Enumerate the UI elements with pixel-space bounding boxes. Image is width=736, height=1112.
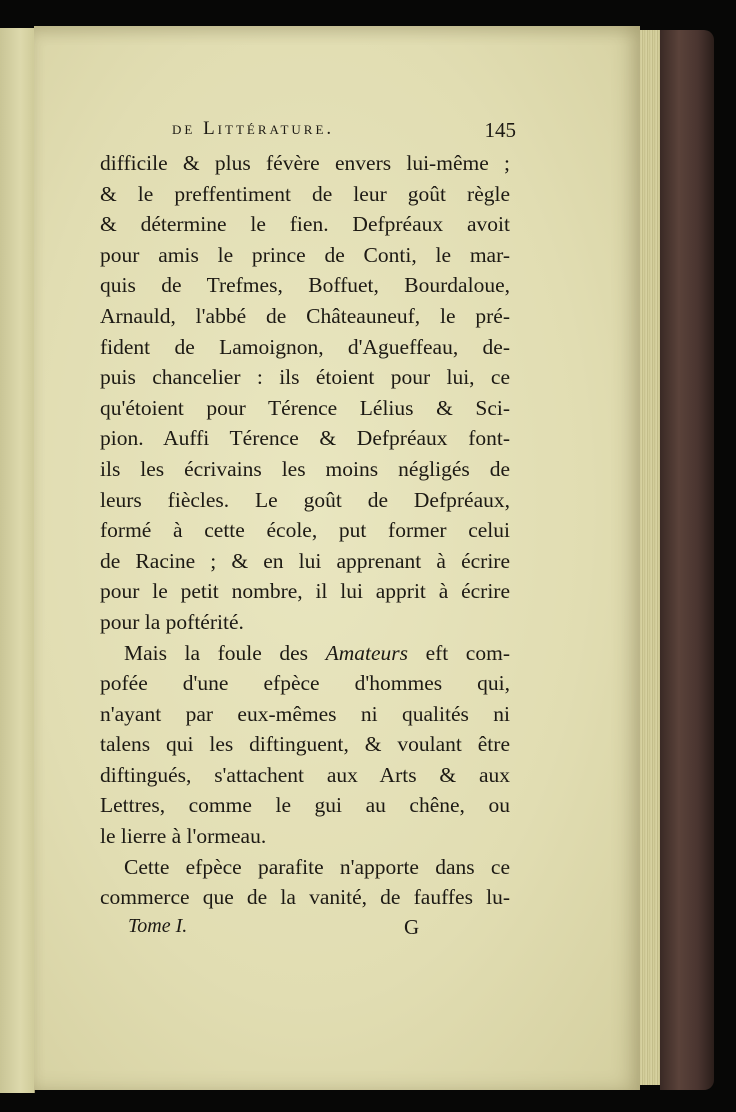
- text-line: de Racine ; & en lui apprenant à écrire: [100, 548, 510, 573]
- book-cover: [660, 30, 714, 1090]
- text-line: [100, 638, 510, 669]
- text-line: talens qui les diftinguent, & voulant être: [100, 732, 510, 757]
- text-line: pofée d'une efpèce d'hommes qui,: [100, 671, 510, 696]
- text-line: pour le petit nombre, il lui apprit à écrire: [100, 579, 510, 604]
- text-line: n'ayant par eux-mêmes ni qualités ni: [100, 701, 510, 726]
- text-line: formé à cette école, put former celui: [100, 518, 510, 543]
- running-header: [100, 118, 516, 148]
- text-line: & détermine le fien. Defpréaux avoit: [100, 212, 510, 237]
- paragraph-2: [100, 638, 510, 852]
- paragraph-1: [100, 148, 510, 638]
- page-number: 145: [484, 118, 516, 142]
- text-line: & le preffentiment de leur goût règle: [100, 181, 510, 206]
- text-line: Lettres, comme le gui au chêne, ou: [100, 793, 510, 818]
- text-line: le lierre à l'ormeau.: [100, 824, 267, 849]
- text-line: pour amis le prince de Conti, le mar-: [100, 242, 510, 267]
- volume-label: Tome I.: [128, 914, 188, 937]
- text-line: ils les écrivains les moins négligés de: [100, 456, 510, 481]
- text-line: quis de Trefmes, Boffuet, Bourdaloue,: [100, 273, 510, 298]
- signature-mark: G: [404, 914, 420, 939]
- italic-word: Amateurs: [325, 640, 409, 665]
- running-title: de Littérature.: [172, 118, 335, 139]
- text-line: diftingués, s'attachent aux Arts & aux: [100, 762, 510, 787]
- paragraph-3: [100, 852, 510, 913]
- page-footer: [100, 915, 510, 945]
- text-line: fident de Lamoignon, d'Agueffeau, de-: [100, 334, 510, 359]
- text-run: Mais la foule des: [124, 640, 326, 665]
- text-line: commerce que de la vanité, de fauffes lu-: [100, 885, 510, 910]
- facing-page-edge: [0, 28, 35, 1093]
- text-line: pion. Auffi Térence & Defpréaux font-: [100, 426, 510, 451]
- text-line: Arnauld, l'abbé de Châteauneuf, le pré-: [100, 303, 510, 328]
- text-line: Cette efpèce parafite n'apporte dans ce: [124, 854, 510, 879]
- text-line: puis chancelier : ils étoient pour lui, ce: [100, 365, 510, 390]
- text-run: eft com-: [408, 640, 510, 665]
- page-text: [100, 118, 516, 945]
- text-line: pour la poftérité.: [100, 609, 244, 634]
- text-line: qu'étoient pour Térence Lélius & Sci-: [100, 395, 510, 420]
- text-line: leurs fiècles. Le goût de Defpréaux,: [100, 487, 510, 512]
- text-line: difficile & plus févère envers lui-même ;: [100, 151, 510, 175]
